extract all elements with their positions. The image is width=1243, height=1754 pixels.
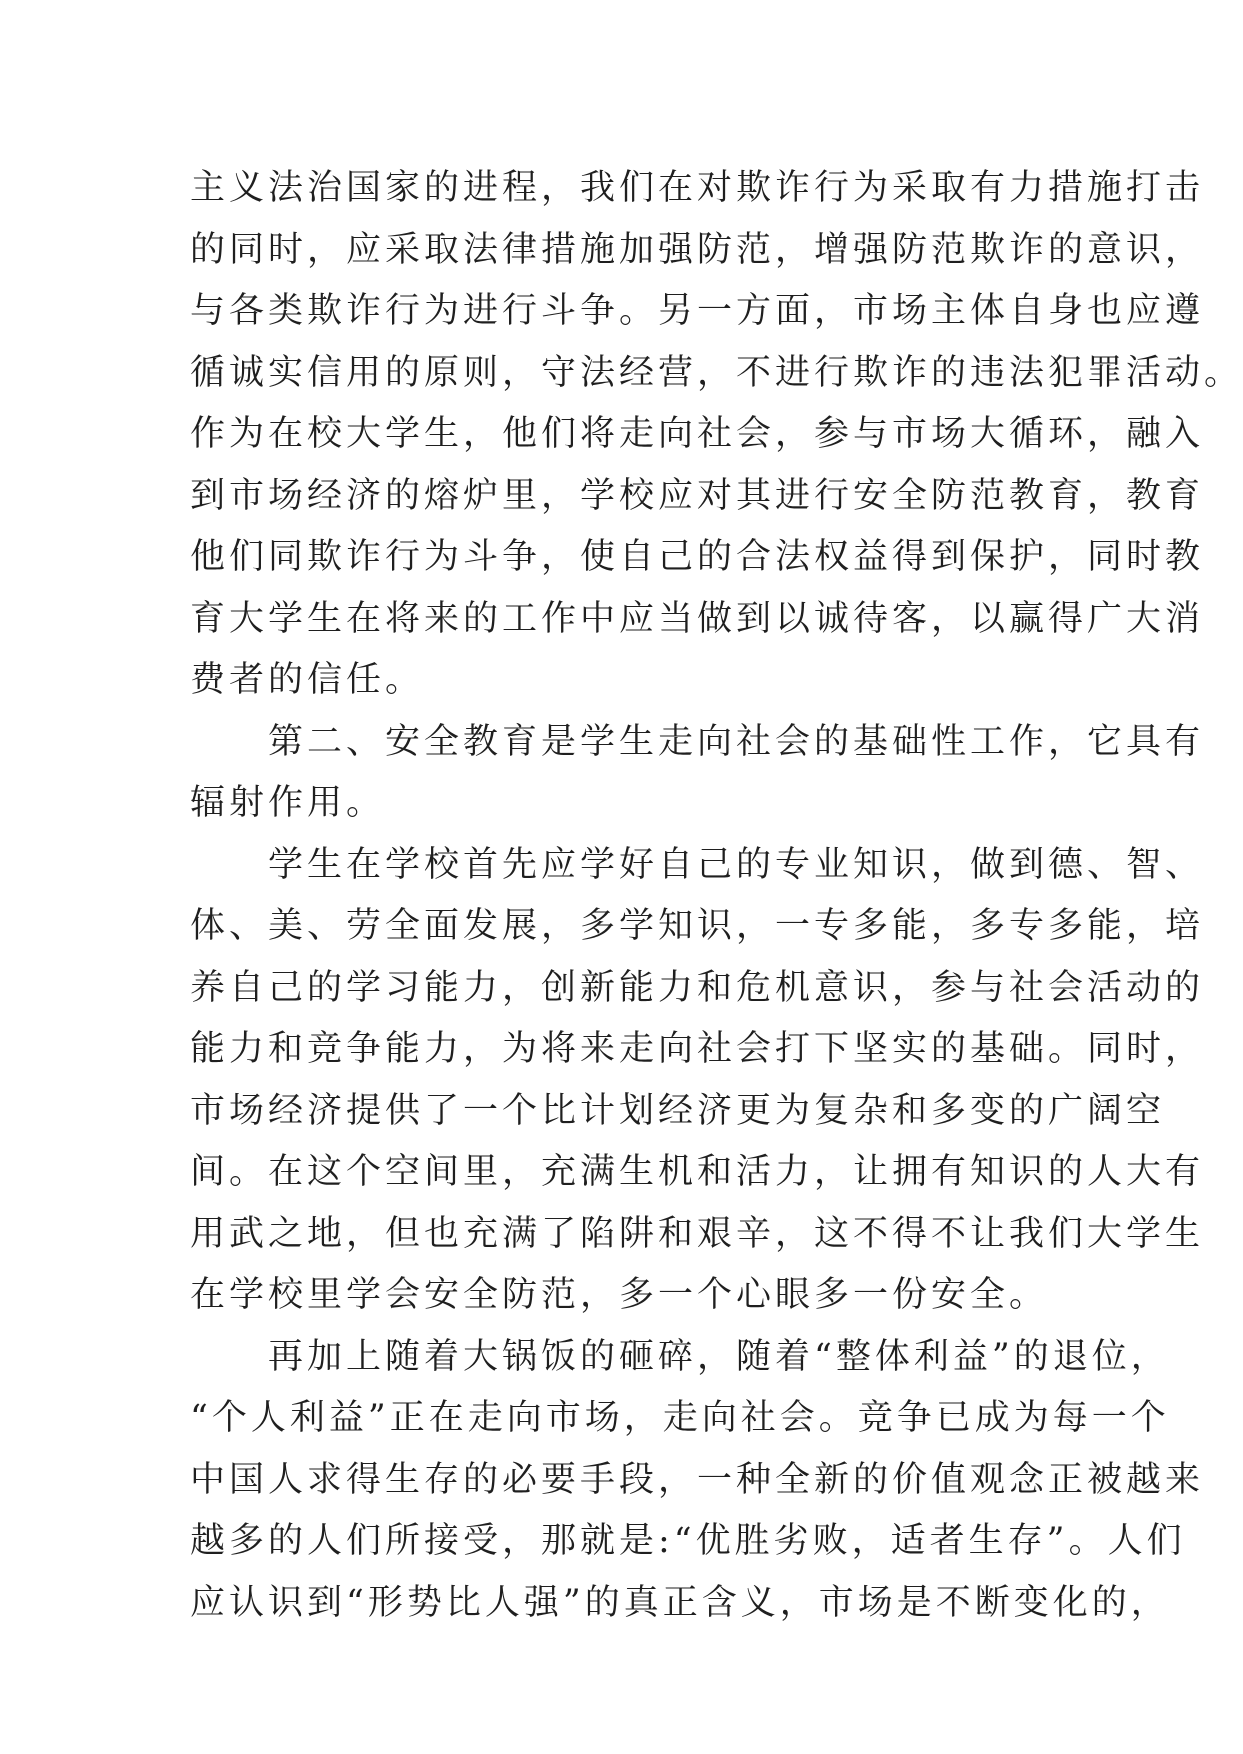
text-line: 体、美、劳全面发展，多学知识，一专多能，多专多能，培 <box>190 906 1205 946</box>
paragraph-4 <box>190 1327 1205 1635</box>
text-line: 育大学生在将来的工作中应当做到以诚待客，以赢得广大消 <box>190 598 1205 639</box>
text-line: “个人利益”正在走向市场，走向社会。竞争已成为每一个 <box>190 1398 1170 1438</box>
paragraph-3 <box>190 835 1205 1327</box>
text-line: 他们同欺诈行为斗争，使自己的合法权益得到保护，同时教 <box>190 537 1205 577</box>
text-line: 到市场经济的熔炉里，学校应对其进行安全防范教育，教育 <box>190 475 1205 516</box>
paragraph-2 <box>190 712 1205 835</box>
text-line: 市场经济提供了一个比计划经济更为复杂和多变的广阔空 <box>190 1090 1166 1131</box>
text-line: 应认识到“形势比人强”的真正含义，市场是不断变化的， <box>190 1582 1170 1623</box>
paragraph-1 <box>190 158 1243 712</box>
text-line: 作为在校大学生，他们将走向社会，参与市场大循环，融入 <box>190 414 1205 454</box>
text-line: 费者的信任。 <box>190 660 425 700</box>
text-line: 用武之地，但也充满了陷阱和艰辛，这不得不让我们大学生 <box>190 1213 1205 1254</box>
text-line: 间。在这个空间里，充满生机和活力，让拥有知识的人大有 <box>190 1152 1205 1192</box>
text-line: 能力和竞争能力，为将来走向社会打下坚实的基础。同时， <box>190 1029 1205 1069</box>
text-line: 学生在学校首先应学好自己的专业知识，做到德、智、 <box>268 844 1205 885</box>
text-line: 辐射作用。 <box>190 783 386 823</box>
document-body <box>190 158 1243 1634</box>
text-line: 养自己的学习能力，创新能力和危机意识，参与社会活动的 <box>190 967 1205 1008</box>
text-line: 与各类欺诈行为进行斗争。另一方面，市场主体自身也应遵 <box>190 291 1205 331</box>
text-line: 的同时，应采取法律措施加强防范，增强防范欺诈的意识， <box>190 229 1205 270</box>
text-line: 中国人求得生存的必要手段，一种全新的价值观念正被越来 <box>190 1459 1205 1500</box>
text-line: 主义法治国家的进程，我们在对欺诈行为采取有力措施打击 <box>190 168 1205 208</box>
text-line: 循诚实信用的原则，守法经营，不进行欺诈的违法犯罪活动。 <box>190 352 1243 393</box>
text-line: 第二、安全教育是学生走向社会的基础性工作，它具有 <box>268 721 1205 762</box>
text-line: 再加上随着大锅饭的砸碎，随着“整体利益”的退位， <box>268 1336 1170 1377</box>
text-line: 越多的人们所接受，那就是:“优胜劣败，适者生存”。人们 <box>190 1521 1186 1561</box>
text-line: 在学校里学会安全防范，多一个心眼多一份安全。 <box>190 1275 1049 1315</box>
